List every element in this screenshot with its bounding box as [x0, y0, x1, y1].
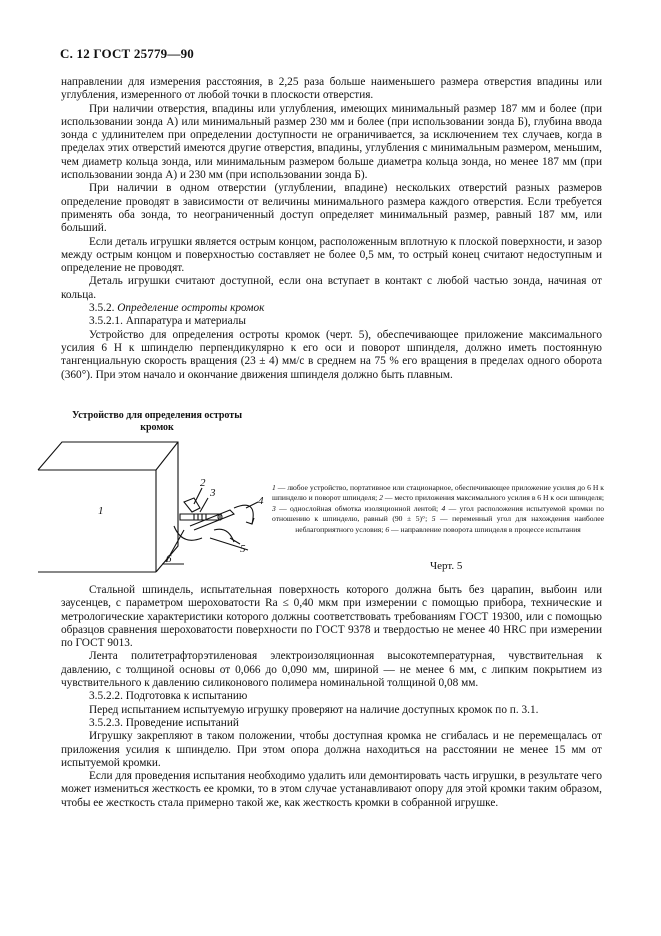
block-body	[38, 442, 178, 572]
legend-number: 1	[272, 483, 276, 492]
legend-text: — место приложения максимального усилия в 6 Н к оси шпинделя;	[382, 493, 604, 503]
subsection-heading-3521: 3.5.2.1. Аппаратура и материалы	[89, 315, 246, 328]
figure-drawing	[34, 430, 274, 585]
legend-number: 4	[441, 503, 446, 513]
subsection-heading-3523: 3.5.2.3. Проведение испытаний	[89, 716, 239, 729]
legend-text: — однослойная обмотка изоляционной лентой;	[275, 503, 442, 513]
paragraph: направлении для измерения расстояния, в 2,25 раза больше наименьшего размера отверстия впадины или углубления, измеренного от любой точки в плоскости отверстия.	[61, 76, 602, 102]
section-heading-352	[61, 302, 602, 315]
callout: 5	[240, 543, 246, 555]
paragraph: Если для проведения испытания необходимо удалить или демонтировать часть игрушки, в результате чего может измениться жесткость ее кромки, то в этом случае устанавливают опору для этой кромки таким образом, чтобы ее жесткость стала примерно такой же, как жесткость кромки в собранной игрушке.	[61, 770, 602, 809]
page-header: С. 12 ГОСТ 25779—90	[60, 46, 194, 61]
figure-label: Черт. 5	[430, 560, 463, 572]
spindle	[180, 514, 220, 520]
legend-text: — переменный угол для нахождения наиболее неблагоприятного условия;	[295, 514, 604, 534]
figure-legend	[272, 483, 604, 535]
callout: 3	[210, 487, 216, 499]
paragraph: Лента политетрафторэтиленовая электроизоляционная высокотемпературная, чувствительная к давлению, с толщиной основы от 0,066 до 0,090 мм, шириной — не менее 6 мм, с липким покрытием из чувствительного к давлению силиконового полимера номинальной толщиной 0,08 мм.	[61, 650, 602, 690]
paragraph: Стальной шпиндель, испытательная поверхность которого должна быть без царапин, выбоин или заусенцев, с параметром шероховатости Ra ≤ 0,40 мкм при измерении с помощью прибора, технические и метрологические характеристики которого должны соответствовать требованиям ГОСТ 19300, или с помощью образцов сравнения шероховатости поверхности по ГОСТ 9378 и твердостью не менее 40 HRC при измерении по ГОСТ 9013.	[61, 584, 602, 650]
subsection-heading-3522: 3.5.2.2. Подготовка к испытанию	[89, 690, 248, 703]
paragraph: Деталь игрушки считают доступной, если она вступает в контакт с любой частью зонда, начиная от кольца.	[61, 275, 602, 301]
paragraph: При наличии отверстия, впадины или углубления, имеющих минимальный размер 187 мм и более (при использовании зонда А) или минимальный размер 230 мм и более (при использовании зонда Б), глубина ввода зонда с удлинителем при определении доступности не ограничивается, за исключением тех случаев, когда в пределах этих отверстий имеются другие отверстия, впадины, углубления с минимальным размером, меньшим, чем диаметр кольца зонда, или минимальным размером больше диаметра кольца зонда, но менее 187 мм (при использовании зонда А) и 230 мм (при использовании зонда Б).	[61, 102, 602, 182]
callout: 2	[200, 477, 206, 489]
legend-number: 3	[272, 503, 276, 513]
paragraph: Устройство для определения остроты кромок (черт. 5), обеспечивающее приложение максимального усилия 6 Н к шпинделю перпендикулярно к его оси и поворот шпинделя, должно иметь постоянную тангенциальную скорость вращения (23 ± 4) мм/с в среднем на 75 % его вращения в пределах одного оборота (360°). При этом начало и окончание движения шпинделя должно быть плавным.	[61, 328, 602, 381]
figure-caption: Устройство для определения остроты кромок	[71, 410, 243, 433]
legend-text: — любое устройство, портативное или стационарное, обеспечивающее приложение усилия до 6 Н к шпинделю и поворот шпинделя;	[272, 483, 604, 503]
legend-text: — угол расположения испытуемой кромки по отношению к шпинделю, равный (90 ± 5)°;	[272, 503, 604, 524]
legend-number: 5	[431, 514, 436, 524]
text-block-top	[61, 76, 602, 382]
edge-tester-illustration	[34, 430, 274, 580]
paragraph: Если деталь игрушки является острым концом, расположенным вплотную к плоской поверхности, и зазор между острым концом и поверхностью составляет не более 0,5 мм, то острый конец считают недоступным и определение не проводят.	[61, 235, 602, 275]
section-title: Определение остроты кромок	[117, 302, 265, 315]
section-number: 3.5.2.	[89, 302, 115, 315]
paragraph: При наличии в одном отверстии (углублении, впадине) нескольких отверстий разных размеров определение проводят в зависимости от величины минимального размера каждого отверстия. Если требуется применять оба зонда, то неограниченный доступ определяет минимальный размер, равный 187 мм, или больший.	[61, 182, 602, 235]
paragraph: Игрушку закрепляют в таком положении, чтобы доступная кромка не сгибалась и не перемещалась от приложения усилия к шпинделю. При этом опора должна находиться на расстоянии не менее 15 мм от испытуемой кромки.	[61, 730, 602, 769]
callout: 6	[166, 553, 172, 565]
paragraph: Перед испытанием испытуемую игрушку проверяют на наличие доступных кромок по п. 3.1.	[89, 703, 539, 716]
callout: 4	[258, 495, 264, 507]
callout: 1	[98, 505, 104, 517]
legend-number: 2	[379, 493, 383, 503]
angle-arc-4	[234, 505, 253, 524]
text-block-bottom	[61, 584, 602, 810]
legend-number: 6	[385, 524, 390, 534]
legend-text: — направление поворота шпинделя в процессе испытания	[389, 524, 581, 534]
spindle-holder	[184, 498, 200, 512]
